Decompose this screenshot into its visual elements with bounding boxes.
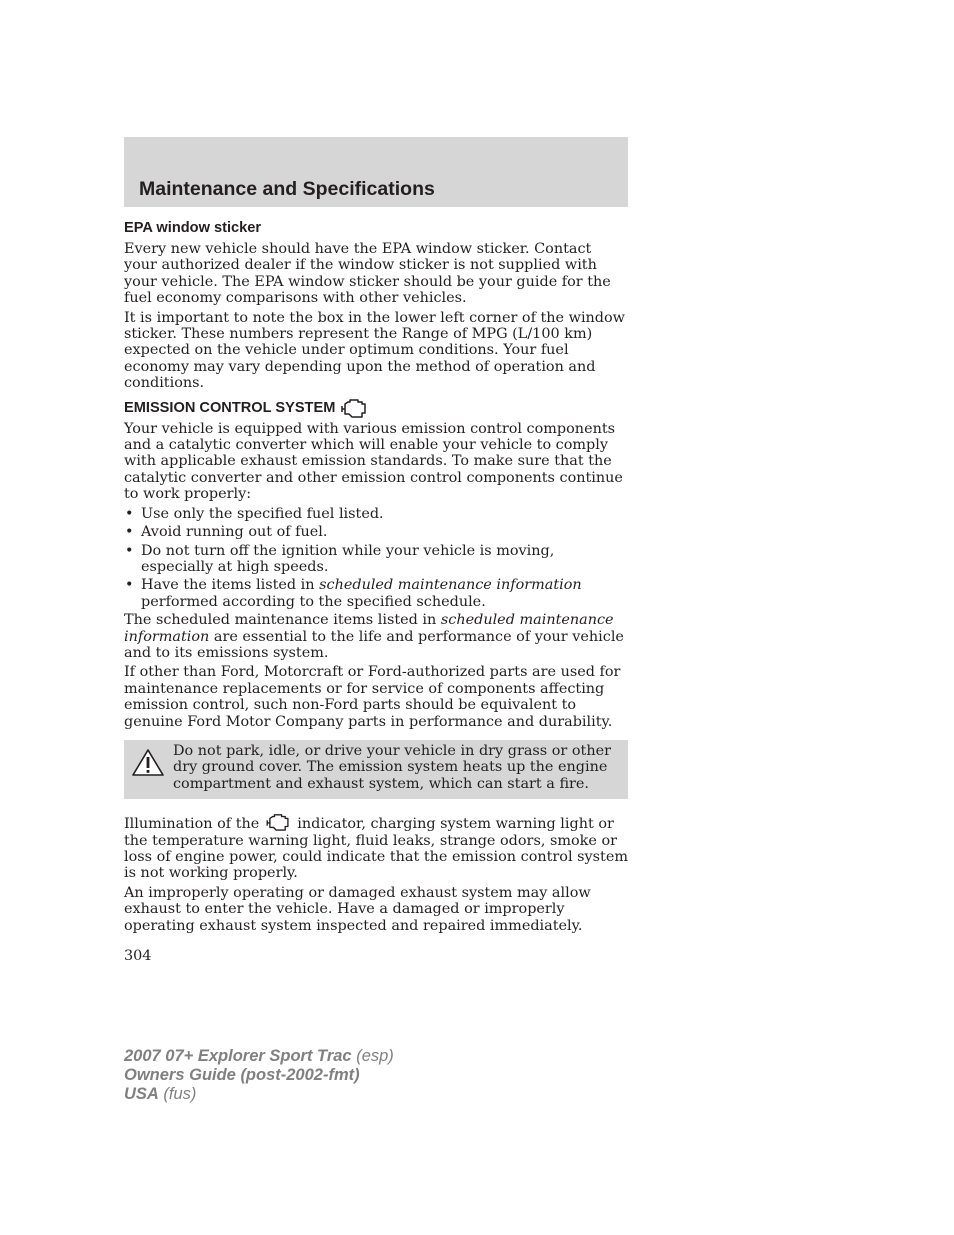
warning-triangle-icon — [131, 748, 165, 778]
scheduled-maintenance-ref: scheduled maintenance information — [319, 577, 582, 594]
list-item: • Use only the specified fuel listed. — [125, 505, 384, 522]
section-header-band — [124, 137, 628, 207]
emission-heading-text: EMISSION CONTROL SYSTEM — [124, 399, 336, 416]
epa-heading: EPA window sticker — [124, 220, 262, 236]
scheduled-maintenance-ref: scheduled maintenance information — [124, 612, 614, 645]
list-item: • Have the items listed in scheduled maintenance information performed according to the specified schedule. — [125, 577, 582, 610]
scheduled-maintenance-paragraph: The scheduled maintenance items listed in scheduled maintenance information are essential to the life and performance of your vehicle and to its emissions system. — [124, 612, 624, 661]
list-item: • Do not turn off the ignition while your vehicle is moving, especially at high speeds. — [125, 542, 555, 575]
page-content — [124, 220, 628, 964]
epa-paragraph-1: Every new vehicle should have the EPA window sticker. Contact your authorized dealer if the window sticker is not supplied with your vehicle. The EPA window sticker should be your guide for the fuel economy comparisons with other vehicles. — [124, 241, 611, 307]
emission-intro: Your vehicle is equipped with various emission control components and a catalytic converter which will enable your vehicle to comply with applicable exhaust emission standards. To make sure that the catalytic converter and other emission control components continue to work properly: — [124, 420, 623, 503]
footer-line-3: USA (fus) — [124, 1085, 197, 1103]
document-footer — [124, 1047, 394, 1104]
exhaust-paragraph: An improperly operating or damaged exhaust system may allow exhaust to enter the vehicle. Have a damaged or improperly operating exhaust system inspected and repaired immediately. — [124, 884, 591, 934]
emission-heading — [124, 398, 628, 418]
engine-icon — [263, 813, 293, 831]
parts-paragraph: If other than Ford, Motorcraft or Ford-authorized parts are used for maintenance replacements or for service of components affecting emission control, such non-Ford parts should be equivalent to genuine Ford Motor Company parts in performance and durability. — [124, 664, 621, 730]
emission-bullet-list — [124, 506, 628, 610]
engine-icon — [340, 398, 368, 418]
warning-text: Do not park, idle, or drive your vehicle in dry grass or other dry ground cover. The emission system heats up the engine compartment and exhaust system, which can start a fire. — [173, 742, 611, 792]
list-item: • Avoid running out of fuel. — [125, 524, 328, 541]
footer-line-2: Owners Guide (post-2002-fmt) — [124, 1066, 360, 1084]
warning-box — [124, 740, 628, 799]
illumination-paragraph: Illumination of the indicator, charging system warning light or the temperature warning light, fluid leaks, strange odors, smoke or loss of engine power, could indicate that the emission control system is not working properly. — [124, 813, 628, 882]
epa-paragraph-2: It is important to note the box in the lower left corner of the window sticker. These numbers represent the Range of MPG (L/100 km) expected on the vehicle under optimum conditions. Your fuel economy may vary depending upon the method of operation and conditions. — [124, 309, 626, 392]
section-title: Maintenance and Specifications — [139, 178, 435, 200]
footer-line-1: 2007 07+ Explorer Sport Trac (esp) — [124, 1047, 394, 1065]
page-number: 304 — [124, 948, 152, 965]
